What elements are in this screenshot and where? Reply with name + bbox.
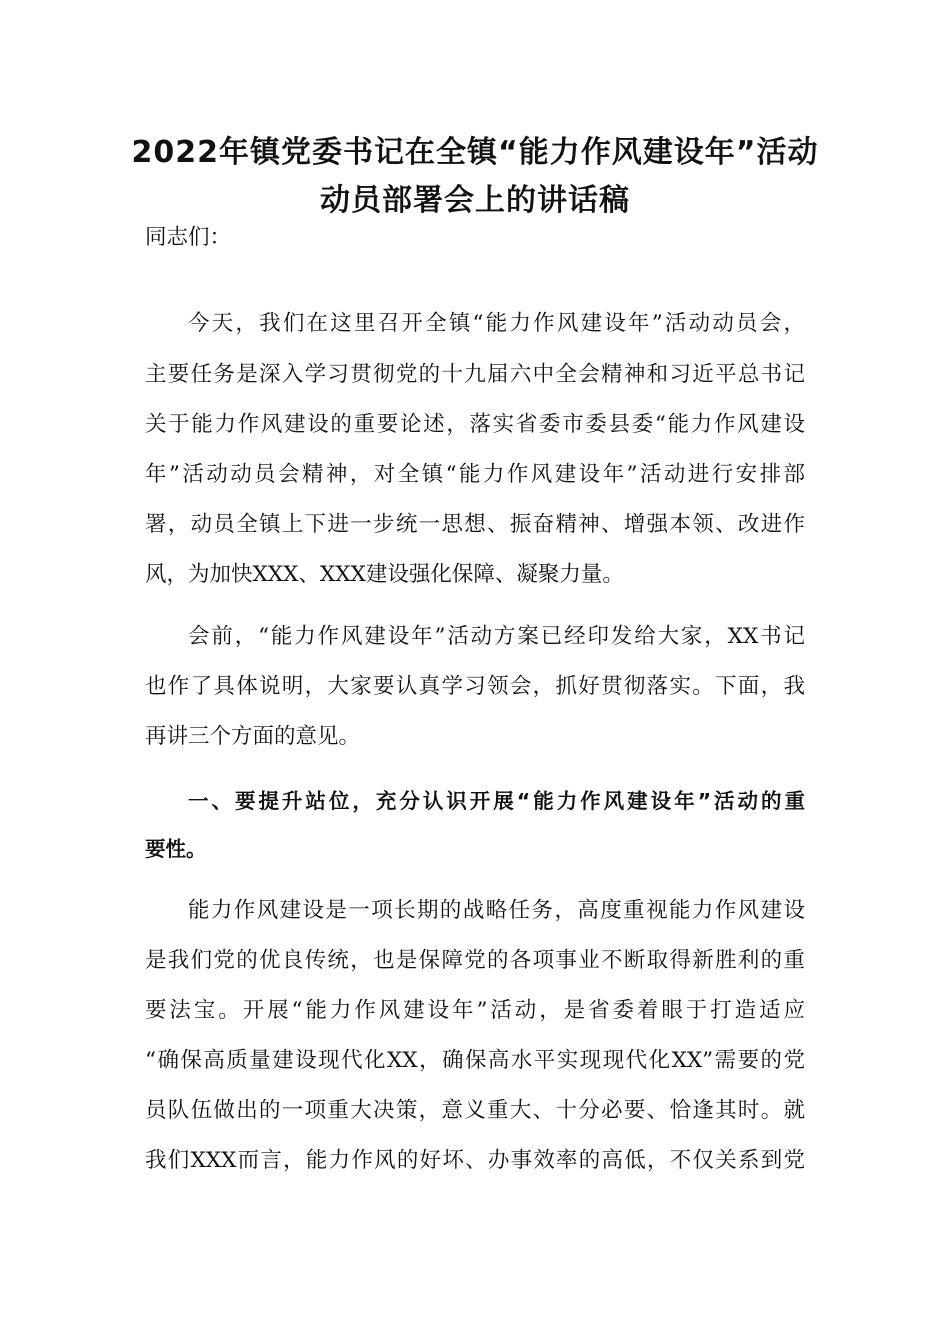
paragraph-1-line-6: 风，为加快XXX、XXX建设强化保障、凝聚力量。 (145, 562, 624, 587)
paragraph-2-line-2: 也作了具体说明，大家要认真学习领会，抓好贯彻落实。下面，我 (145, 674, 805, 699)
section-heading-1-line-1: 一、要提升站位，充分认识开展“能力作风建设年”活动的重 (188, 789, 805, 813)
paragraph-1-line-3: 关于能力作风建设的重要论述，落实省委市委县委“能力作风建设 (145, 412, 805, 437)
paragraph-3-line-2: 是我们党的优良传统，也是保障党的各项事业不断取得新胜利的重 (145, 948, 805, 973)
paragraph-2-line-3: 再讲三个方面的意见。 (145, 724, 361, 749)
paragraph-3-line-4: “确保高质量建设现代化XX，确保高水平实现现代化XX”需要的党 (145, 1048, 805, 1073)
paragraph-2-line-1: 会前，“能力作风建设年”活动方案已经印发给大家，XX书记 (188, 624, 805, 649)
paragraph-3-line-6: 我们XXX而言，能力作风的好坏、办事效率的高低，不仅关系到党 (145, 1148, 805, 1173)
document-title-line-2: 动员部署会上的讲话稿 (320, 183, 630, 218)
paragraph-1-line-4: 年”活动动员会精神，对全镇“能力作风建设年”活动进行安排部 (145, 462, 805, 487)
paragraph-1-line-5: 署，动员全镇上下进一步统一思想、振奋精神、增强本领、改进作 (145, 512, 805, 537)
paragraph-3-line-1: 能力作风建设是一项长期的战略任务，高度重视能力作风建设 (188, 898, 805, 923)
section-heading-1-line-2: 要性。 (145, 837, 207, 861)
paragraph-1-line-1: 今天，我们在这里召开全镇“能力作风建设年”活动动员会， (188, 311, 805, 336)
document-title-line-1: 2022年镇党委书记在全镇“能力作风建设年”活动 (131, 135, 819, 170)
paragraph-1-line-2: 主要任务是深入学习贯彻党的十九届六中全会精神和习近平总书记 (145, 362, 805, 387)
salutation: 同志们： (145, 225, 232, 250)
paragraph-3-line-5: 员队伍做出的一项重大决策，意义重大、十分必要、恰逢其时。就 (145, 1098, 805, 1123)
paragraph-3-line-3: 要法宝。开展“能力作风建设年”活动，是省委着眼于打造适应 (145, 998, 805, 1023)
